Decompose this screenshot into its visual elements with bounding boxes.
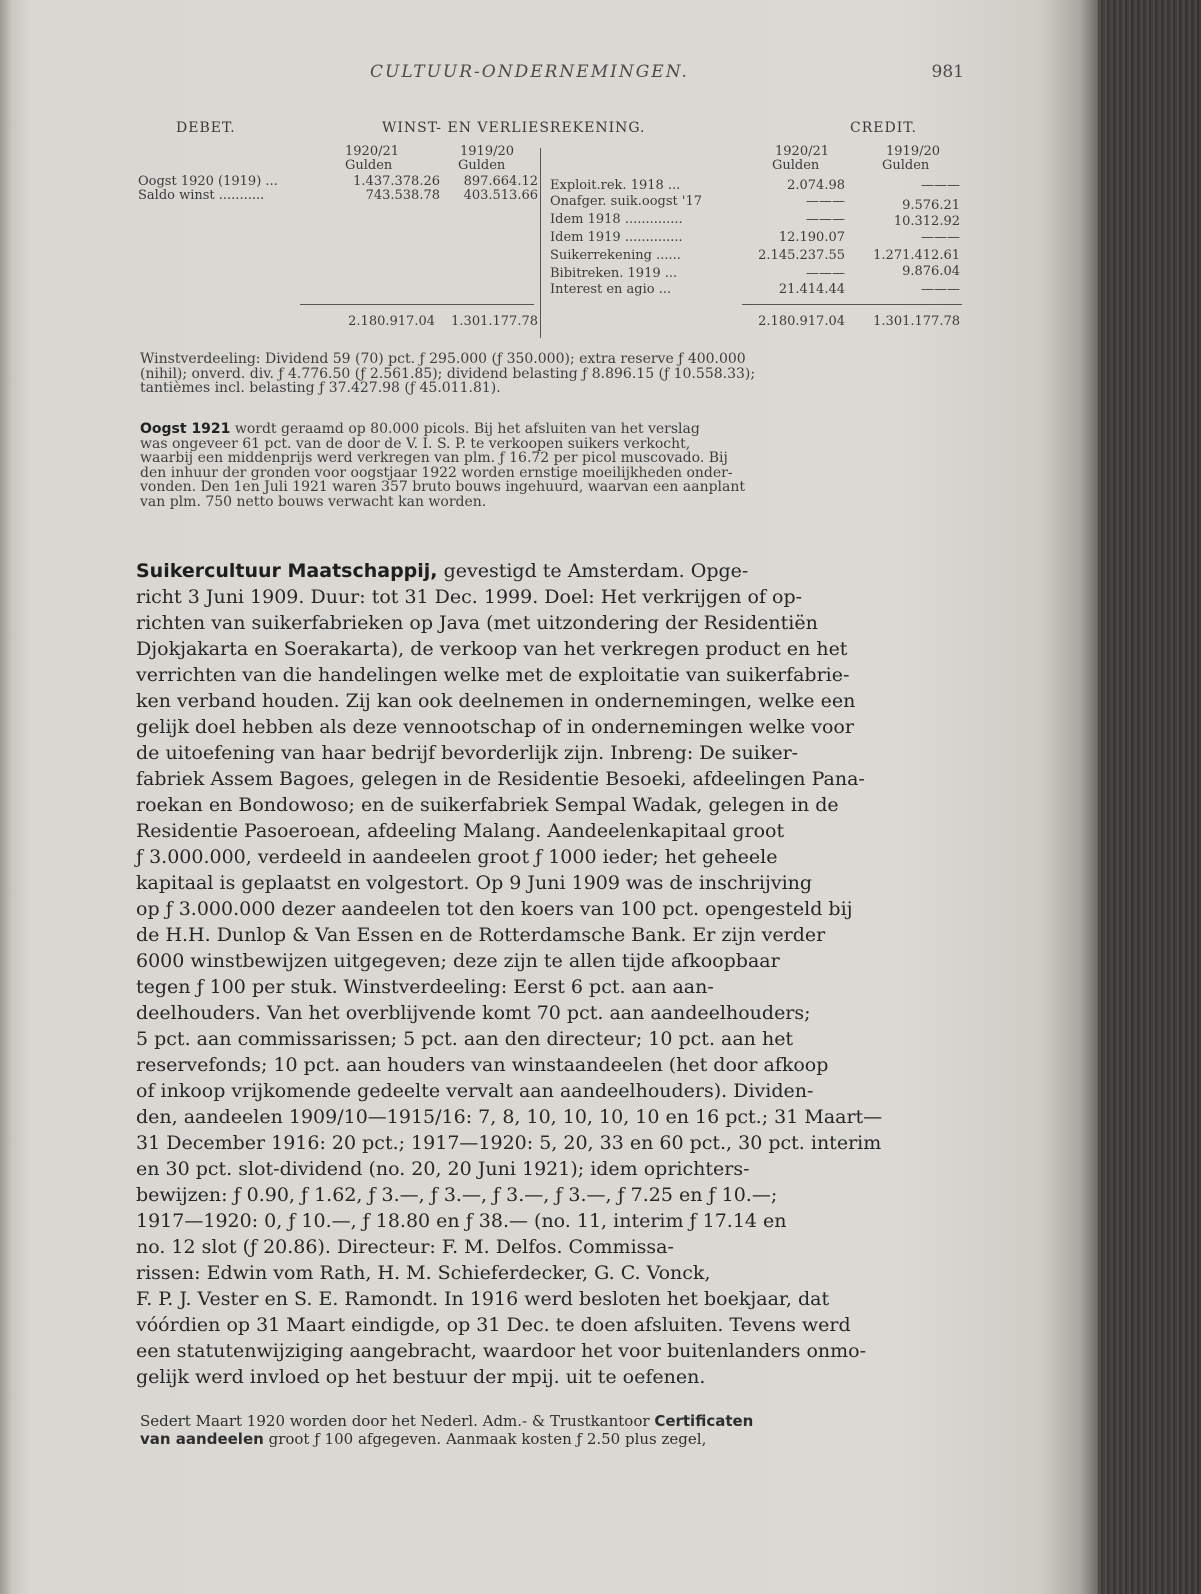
text-line: (nihil); onverd. div. ƒ 4.776.50 (ƒ 2.561.85); dividend belasting ƒ 8.896.15 (ƒ 10.558.33);: [140, 365, 756, 382]
account-divider: [540, 148, 541, 338]
credit-row-value-b: 10.312.92: [893, 214, 960, 229]
credit-label: CREDIT.: [850, 120, 917, 136]
credit-row-value-a: 2.074.98: [787, 178, 845, 193]
company-entry: [136, 558, 966, 1390]
credit-row-label: Suikerrekening ......: [550, 248, 681, 263]
text-line: Djokjakarta en Soerakarta), de verkoop van het verkregen product en het: [136, 638, 848, 660]
credit-total-b: 1.301.177.78: [873, 314, 960, 329]
text-line: vonden. Den 1en Juli 1921 waren 357 bruto bouws ingehuurd, waarvan een aanplant: [140, 479, 746, 496]
book-page-edges: [1098, 0, 1201, 1594]
credit-row-label: Onafger. suik.oogst '17: [550, 194, 702, 209]
credit-row-label: Exploit.rek. 1918 ...: [550, 178, 681, 193]
text-line: kapitaal is geplaatst en volgestort. Op 9 Juni 1909 was de inschrijving: [136, 872, 813, 894]
debit-row-label: Saldo winst ...........: [138, 188, 265, 203]
text-line: Suikercultuur Maatschappij, gevestigd te Amsterdam. Opge-: [136, 560, 749, 582]
certificates-heading: Certificaten: [654, 1412, 754, 1430]
debit-row-value-a: 743.538.78: [365, 188, 440, 203]
debit-unit-b: Gulden: [458, 158, 506, 173]
text-line: van plm. 750 netto bouws verwacht kan worden.: [140, 493, 487, 510]
credit-unit-b: Gulden: [882, 158, 930, 173]
text-line: no. 12 slot (ƒ 20.86). Directeur: F. M. Delfos. Commissa-: [136, 1236, 674, 1258]
text-line: richten van suikerfabrieken op Java (met uitzondering der Residentiën: [136, 612, 818, 634]
page-header: [300, 62, 980, 88]
debit-unit-a: Gulden: [345, 158, 393, 173]
text-line: den inhuur der gronden voor oogstjaar 1922 worden ernstige moeilijkheden onder-: [140, 464, 733, 481]
account-title: WINST- EN VERLIESREKENING.: [382, 120, 646, 136]
text-line: Residentie Pasoeroean, afdeeling Malang. Aandeelenkapitaal groot: [136, 820, 785, 842]
text-line: ƒ 3.000.000, verdeeld in aandeelen groot ƒ 1000 ieder; het geheele: [136, 846, 778, 868]
text-line: verrichten van die handelingen welke met de exploitatie van suikerfabrie-: [136, 664, 850, 686]
credit-row-label: Interest en agio ...: [550, 282, 672, 297]
credit-row-value-a: 21.414.44: [778, 282, 845, 297]
text-line: waarbij een middenprijs werd verkregen van plm. ƒ 16.72 per picol muscovado. Bij: [140, 450, 728, 467]
credit-year-b: 1919/20: [886, 144, 941, 159]
credit-unit-a: Gulden: [772, 158, 820, 173]
text-line: was ongeveer 61 pct. van de door de V. I. S. P. te verkoopen suikers verkocht,: [140, 435, 691, 452]
text-line: Sedert Maart 1920 worden door het Nederl. Adm.- & Trustkantoor Certificaten: [140, 1412, 754, 1430]
text-line: roekan en Bondowoso; en de suikerfabriek Sempal Wadak, gelegen in de: [136, 794, 839, 816]
credit-row-value-b: 1.271.412.61: [873, 248, 960, 263]
text-line: gelijk werd invloed op het bestuur der mpij. uit te oefenen.: [136, 1366, 706, 1388]
debit-total-rule: [300, 304, 534, 305]
debit-year-a: 1920/21: [345, 144, 400, 159]
text-line: en 30 pct. slot-dividend (no. 20, 20 Juni 1921); idem oprichters-: [136, 1158, 750, 1180]
debit-total-a: 2.180.917.04: [348, 314, 435, 329]
text-line: vóórdien op 31 Maart eindigde, op 31 Dec. te doen afsluiten. Tevens werd: [136, 1314, 851, 1336]
text-line: deelhouders. Van het overblijvende komt 70 pct. aan aandeelhouders;: [136, 1002, 811, 1024]
text-line: bewijzen: ƒ 0.90, ƒ 1.62, ƒ 3.—, ƒ 3.—, ƒ 3.—, ƒ 3.—, ƒ 7.25 en ƒ 10.—;: [136, 1184, 778, 1206]
credit-row-value-b: 9.576.21: [902, 198, 960, 213]
credit-row-value-a: ———: [806, 212, 845, 227]
running-title: CULTUUR-ONDERNEMINGEN.: [370, 62, 689, 82]
credit-row-value-a: ———: [806, 266, 845, 281]
debit-year-b: 1919/20: [460, 144, 515, 159]
debit-row-label: Oogst 1920 (1919) ...: [138, 174, 278, 189]
harvest-heading: Oogst 1921: [140, 421, 231, 437]
credit-row-value-a: 2.145.237.55: [758, 248, 845, 263]
text-line: richt 3 Juni 1909. Duur: tot 31 Dec. 1999. Doel: Het verkrijgen of op-: [136, 586, 803, 608]
text-line: reservefonds; 10 pct. aan houders van winstaandeelen (het door afkoop: [136, 1054, 829, 1076]
credit-row-label: Bibitreken. 1919 ...: [550, 266, 678, 281]
credit-row-value-a: 12.190.07: [778, 230, 845, 245]
debit-row-value-a: 1.437.378.26: [353, 174, 440, 189]
credit-year-a: 1920/21: [775, 144, 830, 159]
text-line: F. P. J. Vester en S. E. Ramondt. In 1916 werd besloten het boekjaar, dat: [136, 1288, 830, 1310]
text-line: tegen ƒ 100 per stuk. Winstverdeeling: Eerst 6 pct. aan aan-: [136, 976, 714, 998]
text-line: 5 pct. aan commissarissen; 5 pct. aan den directeur; 10 pct. aan het: [136, 1028, 794, 1050]
credit-total-a: 2.180.917.04: [758, 314, 845, 329]
credit-row-value-b: 9.876.04: [902, 264, 960, 279]
text-line: ken verband houden. Zij kan ook deelnemen in ondernemingen, welke een: [136, 690, 856, 712]
harvest-note: [140, 422, 965, 510]
credit-row-value-b: ———: [921, 282, 960, 297]
text-line: den, aandeelen 1909/10—1915/16: 7, 8, 10, 10, 10, 10 en 16 pct.; 31 Maart—: [136, 1106, 883, 1128]
debit-row-value-b: 403.513.66: [463, 188, 538, 203]
text-line: op ƒ 3.000.000 dezer aandeelen tot den koers van 100 pct. opengesteld bij: [136, 898, 853, 920]
profit-distribution: [140, 352, 965, 396]
debit-total-b: 1.301.177.78: [451, 314, 538, 329]
text-line: 31 December 1916: 20 pct.; 1917—1920: 5, 20, 33 en 60 pct., 30 pct. interim: [136, 1132, 882, 1154]
credit-total-rule: [742, 304, 962, 305]
credit-row-value-a: ———: [806, 194, 845, 209]
company-name: Suikercultuur Maatschappij,: [136, 560, 438, 582]
text-line: de H.H. Dunlop & Van Essen en de Rotterdamsche Bank. Er zijn verder: [136, 924, 826, 946]
profit-loss-account: [130, 118, 970, 338]
text-line: fabriek Assem Bagoes, gelegen in de Residentie Besoeki, afdeelingen Pana-: [136, 768, 865, 790]
text-line: of inkoop vrijkomende gedeelte vervalt aan aandeelhouders). Dividen-: [136, 1080, 814, 1102]
certificates-heading-cont: van aandeelen: [140, 1430, 264, 1448]
text-line: rissen: Edwin vom Rath, H. M. Schieferdecker, G. C. Vonck,: [136, 1262, 711, 1284]
text-line: gelijk doel hebben als deze vennootschap of in ondernemingen welke voor: [136, 716, 854, 738]
text-line: tantièmes incl. belasting ƒ 37.427.98 (ƒ 45.011.81).: [140, 380, 501, 397]
debit-row-value-b: 897.664.12: [463, 174, 538, 189]
text-line: Oogst 1921 wordt geraamd op 80.000 picols. Bij het afsluiten van het verslag: [140, 421, 700, 437]
text-line: een statutenwijziging aangebracht, waardoor het voor buitenlanders onmo-: [136, 1340, 867, 1362]
credit-row-value-b: ———: [921, 230, 960, 245]
certificates-note: [140, 1412, 965, 1448]
text-line: 6000 winstbewijzen uitgegeven; deze zijn te allen tijde afkoopbaar: [136, 950, 780, 972]
credit-row-label: Idem 1918 ..............: [550, 212, 683, 227]
credit-row-label: Idem 1919 ..............: [550, 230, 683, 245]
text-line: 1917—1920: 0, ƒ 10.—, ƒ 18.80 en ƒ 38.— (no. 11, interim ƒ 17.14 en: [136, 1210, 787, 1232]
credit-row-value-b: ———: [921, 178, 960, 193]
text-line: Winstverdeeling: Dividend 59 (70) pct. ƒ 295.000 (ƒ 350.000); extra reserve ƒ 400.000: [140, 351, 746, 367]
page-number: 981: [931, 62, 964, 82]
text-line: de uitoefening van haar bedrijf bevorderlijk zijn. Inbreng: De suiker-: [136, 742, 799, 764]
debet-label: DEBET.: [176, 120, 236, 136]
text-line: van aandeelen groot ƒ 100 afgegeven. Aanmaak kosten ƒ 2.50 plus zegel,: [140, 1430, 707, 1448]
